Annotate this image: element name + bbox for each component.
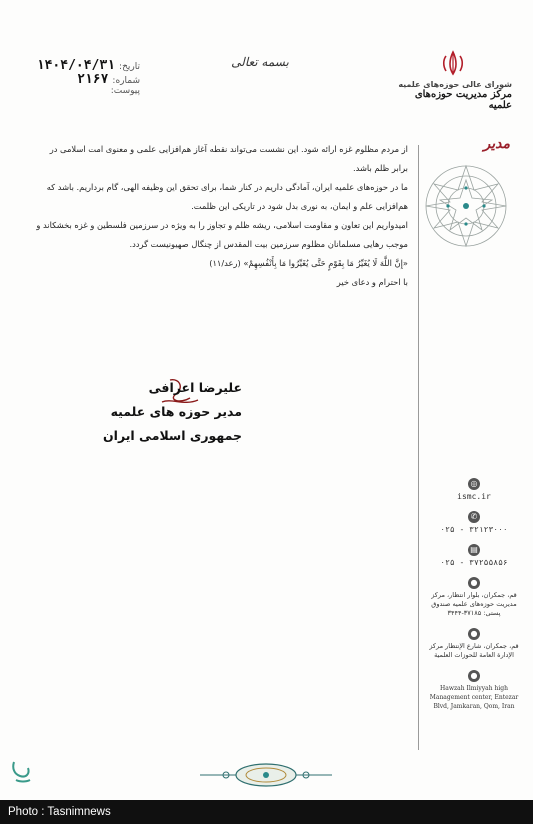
date-label: تاریخ:	[119, 62, 140, 72]
iran-emblem-icon	[438, 50, 468, 76]
phone-text: ۰۲۵ - ۳۲۱۲۳۰۰۰	[440, 525, 508, 534]
fax-icon: ▤	[468, 544, 480, 556]
signatory-name: علیرضا اعرافی	[148, 380, 242, 395]
attachment-label: پیوست:	[110, 86, 140, 96]
address-en-item	[428, 670, 520, 711]
date-value: ۱۴۰۴/۰۴/۳۱	[36, 58, 116, 73]
invocation: بسمه تعالی	[231, 55, 289, 69]
website-text: ismc.ir	[457, 492, 491, 501]
closing-line: با احترام و دعای خیر	[336, 277, 408, 287]
globe-icon: ◎	[468, 478, 480, 490]
organization-header	[398, 80, 512, 111]
signature-block	[62, 376, 242, 448]
attachment-row	[30, 86, 140, 100]
fax-item	[428, 544, 520, 567]
quran-verse: «إِنَّ اللَّهَ لَا يُغَيِّرُ مَا بِقَوْمٍ حَتَّى يُغَيِّرُوا مَا بِأَنْفُسِهِمْ» (رعد/۱۱)	[209, 258, 408, 268]
location-icon: ●	[468, 577, 480, 589]
letter-meta	[30, 58, 140, 100]
rank-label: مدیر	[483, 136, 510, 152]
address-en-text: Hawzah Ilmiyyah high Management center, Entezar Blvd, Jamkaran, Qom, Iran	[429, 685, 519, 710]
signatory-country: جمهوری اسلامی ایران	[103, 428, 242, 443]
paragraph-3: امیدواریم این تعاون و مقاومت اسلامی، ریشه ظلم و تجاوز را به ویژه در سرزمین فلسطین و غزه بخشکاند و موجب رهایی مسلمانان مظلوم سرزمین بیت المقدس از چنگال صهیونیست گردد.	[36, 220, 408, 249]
address-ar-item	[428, 628, 520, 660]
location-icon-ar: ●	[468, 628, 480, 640]
tasnim-logo-icon	[8, 758, 34, 786]
org-line-2: مرکز مدیریت حوزه‌های علمیه	[414, 89, 512, 111]
org-line-1: شورای عالی حوزه‌های علمیه	[398, 80, 512, 89]
vertical-divider	[418, 145, 419, 750]
date-row	[30, 58, 140, 72]
phone-item	[428, 511, 520, 534]
photo-credit: Photo : Tasnimnews	[0, 800, 533, 824]
address-fa-item	[428, 577, 520, 618]
location-icon-en: ●	[468, 670, 480, 682]
rosette-ornament-icon	[420, 160, 512, 252]
fax-text: ۰۲۵ - ۳۷۲۵۵۸۵۶	[440, 558, 508, 567]
paragraph-2: ما در حوزه‌های علمیه ایران، آمادگی داریم در کنار شما، برای تحقق این وظیفه الهی، گام برداریم. باشد که هم‌افزایی علم و ایمان، به نوری بدل شود در تاریکی این ظلمت.	[46, 182, 408, 211]
address-ar-text: قم، جمكران، شارع الإنتظار مركز الإدارة العامة للحوزات العلمية	[429, 642, 519, 659]
paragraph-1: از مردم مظلوم غزه ارائه شود. این نشست می‌تواند نقطه آغاز هم‌افزایی علمی و معنوی امت اسلامی در برابر ظلم باشد.	[49, 144, 408, 173]
signatory-title: مدیر حوزه های علمیه	[110, 404, 242, 419]
website-item	[428, 478, 520, 501]
contact-sidebar	[428, 478, 520, 721]
number-value: ۲۱۶۷	[77, 72, 109, 87]
phone-icon: ✆	[468, 511, 480, 523]
number-row	[30, 72, 140, 86]
number-label: شماره:	[112, 76, 140, 86]
address-fa-text: قم، جمکران، بلوار انتظار، مرکز مدیریت حوزه‌های علمیه صندوق پستی: ۳۷۱۸۵-۳۴۴۴	[431, 591, 517, 617]
footer-ornament-icon	[196, 758, 336, 792]
letter-body	[36, 140, 408, 292]
